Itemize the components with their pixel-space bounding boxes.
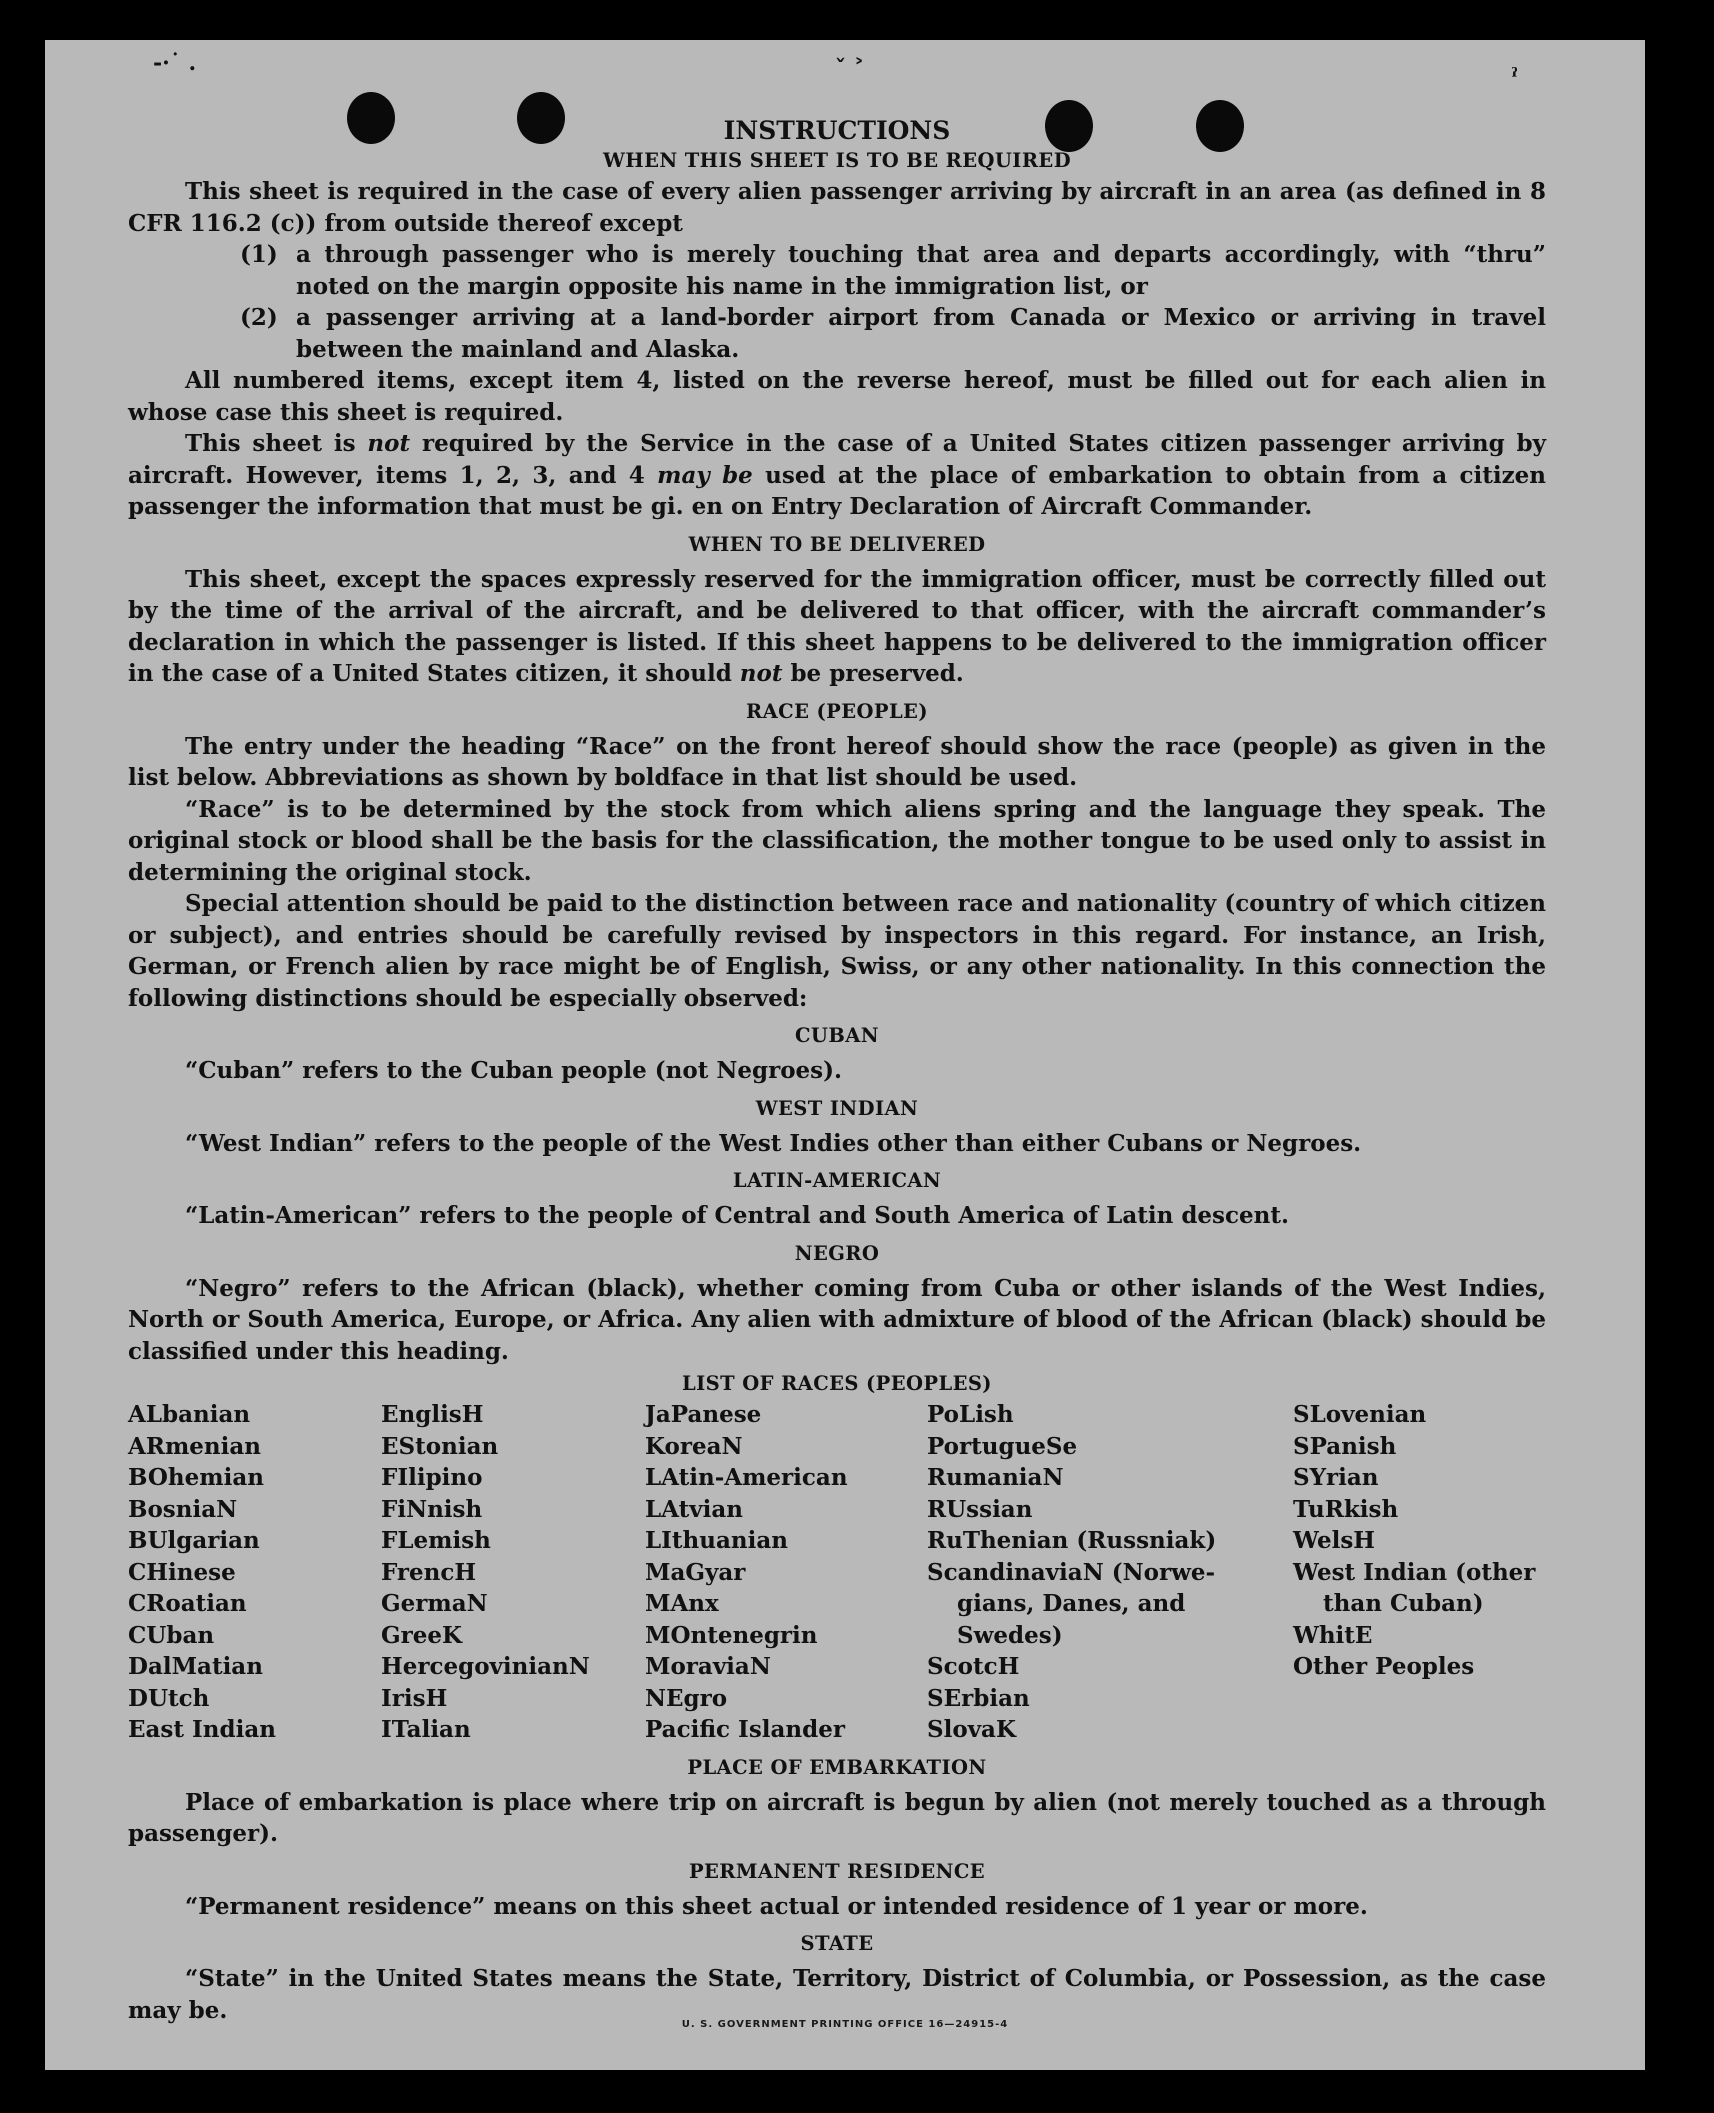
when-delivered-paragraph: This sheet, except the spaces expressly reserved for the immigration officer, must be correctly filled out by the time of the arrival of the aircraft, and be delivered to that officer, with the aircraft commander’s declaration in which the passenger is listed. If this sheet happens to be delivered to the immigration officer in the case of a United States citizen, it should not be preserved. xyxy=(128,565,1546,687)
race-entry: West Indian (other xyxy=(1293,1558,1536,1586)
exception-text: a passenger arriving at a land-border airport from Canada or Mexico or arriving in travel between the mainland and Alaska. xyxy=(296,304,1546,363)
place-of-embarkation-paragraph: Place of embarkation is place where trip on aircraft is begun by alien (not merely touched as a through passenger). xyxy=(128,1788,1546,1847)
races-column xyxy=(1293,1399,1546,1746)
race-entry: WhitE xyxy=(1293,1621,1373,1649)
exception-item xyxy=(240,302,1546,365)
stray-mark: ˀ xyxy=(1511,64,1518,90)
page-title: INSTRUCTIONS xyxy=(723,116,951,145)
race-entry: LAtin-American xyxy=(645,1464,848,1491)
race-entry: LIthuanian xyxy=(645,1527,788,1554)
race-entry: FiNnish xyxy=(381,1495,483,1523)
latin-american-paragraph: “Latin-American” refers to the people of Central and South America of Latin descent. xyxy=(185,1202,1289,1229)
race-entry: CRoatian xyxy=(128,1590,247,1617)
numbered-items-paragraph: All numbered items, except item 4, listed on the reverse hereof, must be filled out for each alien in whose case this sheet is required. xyxy=(128,367,1546,426)
state-paragraph: “State” in the United States means the State, Territory, District of Columbia, or Possession, as the case may be. xyxy=(128,1965,1546,2024)
race-entry: FrencH xyxy=(381,1558,477,1586)
race-entry: HercegovinianN xyxy=(381,1653,590,1680)
exception-item xyxy=(240,239,1546,302)
race-entry: East Indian xyxy=(128,1716,276,1743)
when-delivered-heading: WHEN TO BE DELIVERED xyxy=(688,532,986,556)
race-entry: MaGyar xyxy=(645,1558,746,1586)
exception-text: a through passenger who is merely touching that area and departs accordingly, with “thru” noted on the margin opposite his name in the immigration list, or xyxy=(296,241,1546,300)
race-entry: BOhemian xyxy=(128,1464,264,1491)
exception-number: (1) xyxy=(240,241,278,268)
race-paragraph: The entry under the heading “Race” on the front hereof should show the race (people) as given in the list below. Abbreviations as shown by boldface in that list should be used. xyxy=(128,732,1546,791)
race-entry: PortugueSe xyxy=(927,1432,1078,1460)
race-entry: SPanish xyxy=(1293,1432,1397,1460)
permanent-residence-heading: PERMANENT RESIDENCE xyxy=(688,1859,986,1883)
race-entry: IrisH xyxy=(381,1684,448,1712)
race-entry: LAtvian xyxy=(645,1495,743,1523)
race-entry: DalMatian xyxy=(128,1653,263,1680)
race-entry: Pacific Islander xyxy=(645,1716,845,1743)
stray-mark: -·˙ . xyxy=(153,50,197,76)
race-entry: NEgro xyxy=(645,1684,728,1712)
race-entry: CHinese xyxy=(128,1558,236,1586)
race-entry: RuThenian (Russniak) xyxy=(927,1527,1217,1554)
race-entry: ITalian xyxy=(381,1716,471,1743)
race-entry: MoraviaN xyxy=(645,1653,771,1680)
race-entry: JaPanese xyxy=(645,1401,762,1428)
race-entry: ScotcH xyxy=(927,1653,1020,1680)
race-entry: BUlgarian xyxy=(128,1527,260,1554)
list-of-races-heading: LIST OF RACES (PEOPLES) xyxy=(682,1372,992,1395)
race-entry: SYrian xyxy=(1293,1464,1379,1491)
citizen-paragraph: This sheet is not required by the Service in the case of a United States citizen passenger arriving by aircraft. However, items 1, 2, 3, and 4 may be used at the place of embarkation to obtain from a citizen passenger the information that must be gi. en on Entry Declaration of Aircraft Commander. xyxy=(128,430,1547,520)
latin-american-heading: LATIN-AMERICAN xyxy=(732,1169,942,1192)
instructions-content xyxy=(128,114,1546,2026)
races-list xyxy=(128,1399,1546,1746)
race-entry: ScandinaviaN (Norwe- xyxy=(927,1558,1216,1586)
race-entry: KoreaN xyxy=(645,1432,743,1460)
race-entry: SErbian xyxy=(927,1684,1030,1712)
race-entry: RUssian xyxy=(927,1495,1033,1523)
race-entry: GreeK xyxy=(381,1621,463,1649)
printing-office-footer: U. S. GOVERNMENT PRINTING OFFICE 16—24915-4 xyxy=(681,2019,1009,2030)
races-column xyxy=(128,1399,381,1746)
permanent-residence-paragraph: “Permanent residence” means on this sheet actual or intended residence of 1 year or more. xyxy=(185,1892,1368,1920)
when-required-intro: This sheet is required in the case of every alien passenger arriving by aircraft in an area (as defined in 8 CFR 116.2 (c)) from outside thereof except xyxy=(128,178,1546,237)
race-paragraph: “Race” is to be determined by the stock from which aliens spring and the language they speak. The original stock or blood shall be the basis for the classification, the mother tongue to be used only to assist in determining the original stock. xyxy=(128,795,1546,886)
race-entry: WelsH xyxy=(1293,1527,1376,1554)
exception-number: (2) xyxy=(240,304,278,331)
race-entry: TuRkish xyxy=(1293,1495,1399,1523)
race-entry: ARmenian xyxy=(128,1432,262,1460)
west-indian-heading: WEST INDIAN xyxy=(755,1096,919,1120)
race-entry: PoLish xyxy=(927,1401,1014,1428)
negro-heading: NEGRO xyxy=(794,1241,880,1265)
race-entry: BosniaN xyxy=(128,1495,238,1523)
race-entry: gians, Danes, and xyxy=(957,1590,1186,1617)
races-column xyxy=(927,1399,1293,1746)
negro-paragraph: “Negro” refers to the African (black), whether coming from Cuba or other islands of the West Indies, North or South America, Europe, or Africa. Any alien with admixture of blood of the African (black) should be classified under this heading. xyxy=(128,1274,1546,1365)
stray-mark: ˇ ˃ xyxy=(835,56,865,82)
race-entry: Other Peoples xyxy=(1293,1653,1475,1680)
race-entry: ALbanian xyxy=(128,1401,251,1428)
race-entry: GermaN xyxy=(381,1590,488,1617)
race-entry: MAnx xyxy=(645,1590,719,1617)
race-entry: than Cuban) xyxy=(1323,1590,1484,1617)
race-entry: EnglisH xyxy=(381,1401,484,1428)
race-entry: MOntenegrin xyxy=(645,1621,818,1649)
state-heading: STATE xyxy=(800,1932,874,1955)
when-required-heading: WHEN THIS SHEET IS TO BE REQUIRED xyxy=(602,149,1072,172)
race-entry: CUban xyxy=(128,1621,215,1649)
race-entry: RumaniaN xyxy=(927,1464,1064,1491)
cuban-paragraph: “Cuban” refers to the Cuban people (not Negroes). xyxy=(185,1057,843,1084)
race-entry: SlovaK xyxy=(927,1716,1016,1743)
document-sheet xyxy=(45,40,1645,2070)
races-column xyxy=(381,1399,645,1746)
race-entry: SLovenian xyxy=(1293,1401,1427,1428)
race-entry: FIlipino xyxy=(381,1464,483,1491)
cuban-heading: CUBAN xyxy=(795,1024,879,1047)
race-entry: EStonian xyxy=(381,1432,499,1460)
race-heading: RACE (PEOPLE) xyxy=(746,699,928,723)
place-of-embarkation-heading: PLACE OF EMBARKATION xyxy=(687,1755,987,1779)
race-paragraph: Special attention should be paid to the distinction between race and nationality (country of which citizen or subject), and entries should be carefully revised by inspectors in this regard. For instance, an Irish, German, or French alien by race might be of English, Swiss, or any other nationality. In this connection the following distinctions should be especially observed: xyxy=(128,890,1546,1012)
races-column xyxy=(645,1399,927,1746)
west-indian-paragraph: “West Indian” refers to the people of the West Indies other than either Cubans or Negroes. xyxy=(185,1129,1362,1157)
race-entry: FLemish xyxy=(381,1527,491,1554)
race-entry: DUtch xyxy=(128,1684,210,1712)
race-entry: Swedes) xyxy=(957,1621,1063,1649)
